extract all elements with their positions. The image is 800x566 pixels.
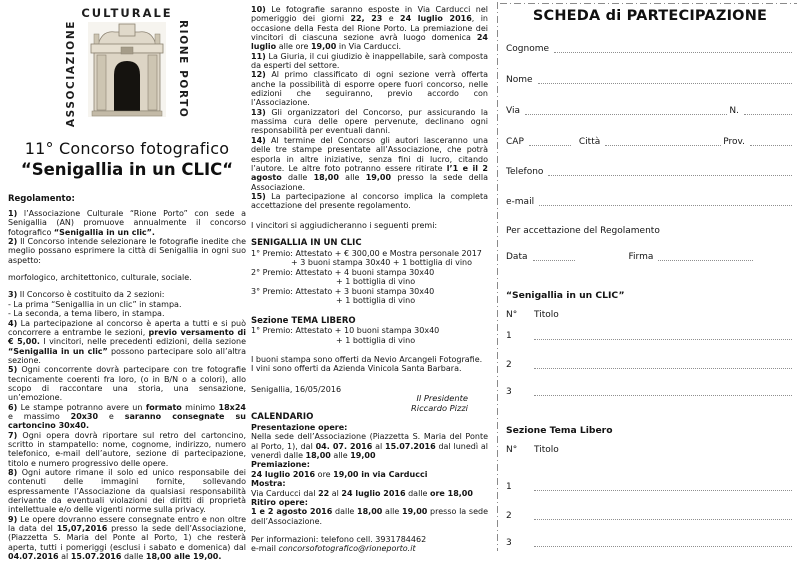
title-entry-row <box>506 482 794 493</box>
sponsor-wine: I vini sono offerti da Azienda Vinicola Santa Barbara. <box>251 364 462 374</box>
field-label-prov: Prov. <box>723 137 745 147</box>
rule-8: 8) Ogni autore rimane il solo ed unico responsabile dei contenuti delle immagini fornite, sollevando espressamente l’Associazione da qualsiasi responsabilità derivante da eventuali violazioni dei diritti di proprietà intellettuale e/o delle vigenti norme sulla privacy. <box>8 468 246 515</box>
titles-header-row <box>506 445 794 456</box>
row-number: 2 <box>506 511 512 521</box>
regolamento-heading: Regolamento: <box>8 194 75 205</box>
fill-in-line <box>750 143 792 146</box>
column-header-titolo: Titolo <box>534 310 559 320</box>
fill-in-line <box>538 81 792 84</box>
rule-14: 14) Al termine del Concorso gli autori lasceranno una delle tre stampe presentate all’Associazione, che potrà esporla in altre iniziative, senza fini di lucro, citando l’autore. Le altre foto potranno essere ritirate l’1 e il 2 agosto dalle 18,00 alle 19,00 presso la sede della Associazione. <box>251 135 489 192</box>
calendar-text-mostra: Via Carducci dal 22 al 24 luglio 2016 dalle ore 18,00 <box>251 488 473 498</box>
form-section-clic-title: “Senigallia in un CLIC” <box>506 290 625 301</box>
column-header-number: N° <box>506 445 518 455</box>
fill-in-line <box>534 393 792 396</box>
fill-in-line <box>548 173 792 176</box>
rule-3: 3) Il Concorso è costituito da 2 sezioni: <box>8 290 165 300</box>
logo-text-associazione: ASSOCIAZIONE <box>64 20 77 128</box>
calendar-text-presentazione: Nella sede dell’Associazione (Piazzetta S. Maria del Ponte al Porto, 1), dal 04. 07. 2016 al 15.07.2016 dal lunedì al venerdì dalle 18,00 alle 19,00 <box>251 432 488 460</box>
calendar-label-mostra: Mostra: <box>251 479 286 489</box>
form-field-nome <box>506 75 794 86</box>
field-label-cognome: Cognome <box>506 44 550 54</box>
info-email-line: e-mail concorsofotografico@rioneporto.it <box>251 544 416 554</box>
signature-role: Il Presidente <box>416 393 468 404</box>
logo-center <box>81 6 172 127</box>
rule-3b: - La seconda, a tema libero, in stampa. <box>8 309 165 319</box>
prize-line: 1° Premio: Attestato + 10 buoni stampa 30x40 <box>251 326 440 336</box>
rule-1: 1) l’Associazione Culturale “Rione Porto” con sede a Senigallia (AN) promuove annualmente il concorso fotografico “Senigallia in un clic”. <box>8 209 246 237</box>
prize-line: + 3 buoni stampa 30x40 + 1 bottiglia di vino <box>291 258 472 267</box>
rule-4: 4) La partecipazione al concorso è aperta a tutti e si può concorrere a entrambe le sezioni, previo versamento di € 5,00. I vincitori, nelle precedenti edizioni, della sezione “Senigallia in un clic” possono partecipare solo all’altra sezione. <box>8 318 246 365</box>
title-entry-row <box>506 360 794 371</box>
title-entry-row <box>506 387 794 398</box>
rule-2: 2) Il Concorso intende selezionare le fotografie inedite che meglio possano esprimere la città di Senigallia in ogni suo aspetto: <box>8 237 246 265</box>
logo-arch-image <box>88 22 166 117</box>
fill-in-line <box>744 112 792 115</box>
fill-in-line <box>554 50 792 53</box>
form-field-email <box>506 197 794 208</box>
logo-text-rione-porto: RIONE PORTO <box>177 20 190 119</box>
fill-in-line <box>534 366 792 369</box>
title-entry-row <box>506 538 794 549</box>
fill-in-line <box>605 143 721 146</box>
fill-in-line <box>658 258 753 261</box>
form-field-telefono <box>506 167 794 178</box>
field-label-nome: Nome <box>506 75 533 85</box>
rule-12: 12) Al primo classificato di ogni sezione verrà offerta anche la possibilità di esporre opere fuori concorso, nelle edizioni che seguiranno, previo accordo con l’Associazione. <box>251 70 488 108</box>
row-number: 1 <box>506 331 512 341</box>
contest-title: 11° Concorso fotografico <box>24 139 230 159</box>
fill-in-line <box>529 143 571 146</box>
field-label-firma: Firma <box>628 252 654 262</box>
row-number: 1 <box>506 482 512 492</box>
column-header-titolo: Titolo <box>534 445 559 455</box>
cut-line-vertical <box>497 2 498 551</box>
participation-form <box>506 8 794 549</box>
regulations-column <box>8 4 246 561</box>
form-section-tema-title: Sezione Tema Libero <box>506 425 613 436</box>
rule-9: 9) Le opere dovranno essere consegnate entro e non oltre la data del 15,07,2016 presso la sede dell’Associazione, (Piazzetta S. Maria del Ponte al Porto, 1) che resterà aperta, tutti i pomeriggi (esclusi i sabato e domenica) dal 04.07.2016 al 15.07.2016 dalle 18,00 alle 19,00. <box>8 514 247 562</box>
form-field-via <box>506 106 794 117</box>
calendar-text-ritiro: 1 e 2 agosto 2016 dalle 18,00 alle 19,00 presso la sede dell’Associazione. <box>251 507 488 526</box>
fill-in-line <box>534 544 792 547</box>
field-label-data: Data <box>506 252 528 262</box>
titles-header-row <box>506 310 794 321</box>
rule-5: 5) Ogni concorrente dovrà partecipare con tre fotografie tecnicamente coerenti fra loro, (o in B/N o a colori), allo scopo di raccontare una storia, una sensazione, un’emozione. <box>8 365 246 403</box>
prizes-section-tema-header: Sezione TEMA LIBERO <box>251 315 356 326</box>
fill-in-line <box>525 112 727 115</box>
row-number: 3 <box>506 538 512 548</box>
prize-line: 3° Premio: Attestato + 3 buoni stampa 30x40 <box>251 286 435 296</box>
acceptance-statement: Per accettazione del Regolamento <box>506 226 660 236</box>
rule-3a: - La prima “Senigallia in un clic” in stampa. <box>8 299 182 309</box>
info-phone-line: Per informazioni: telefono cell. 3931784462 <box>251 534 427 544</box>
row-number: 3 <box>506 387 512 397</box>
fill-in-line <box>534 488 792 491</box>
fill-in-line <box>539 203 792 206</box>
field-label-via: Via <box>506 106 520 116</box>
date-place-line: Senigallia, 16/05/2016 <box>251 384 342 394</box>
row-number: 2 <box>506 360 512 370</box>
prize-line: + 1 bottiglia di vino <box>336 277 416 286</box>
field-label-telefono: Telefono <box>506 167 544 177</box>
rule-6: 6) Le stampe potranno avere un formato minimo 18x24 e massimo 20x30 e saranno consegnate su cartoncino 30x40. <box>8 402 247 431</box>
sponsor-prints: I buoni stampa sono offerti da Nevio Arcangeli Fotografie. <box>251 355 483 365</box>
fill-in-line <box>533 258 575 261</box>
cut-line-horizontal <box>500 3 797 4</box>
prize-line: + 1 bottiglia di vino <box>336 335 416 345</box>
field-label-citta: Città <box>578 137 601 147</box>
rule-13: 13) Gli organizzatori del Concorso, pur assicurando la massima cura delle opere pervenute, declinano ogni responsabilità per eventuali danni. <box>251 107 488 136</box>
prize-line: 2° Premio: Attestato + 4 buoni stampa 30x40 <box>251 267 435 277</box>
prizes-intro: I vincitori si aggiudicheranno i seguenti premi: <box>251 220 438 230</box>
rule-10: 10) Le fotografie saranno esposte in Via Carducci nel pomeriggio dei giorni 22, 23 e 24 luglio 2016, in occasione della Festa del Rione Porto. La premiazione dei vincitori di ciascuna sezione avrà luogo domenica 24 luglio alle ore 19,00 in Via Carducci. <box>251 5 488 52</box>
prize-line: 1° Premio: Attestato + € 300,00 e Mostra personale 2017 <box>251 248 482 258</box>
calendar-heading: CALENDARIO <box>251 412 314 423</box>
calendar-label-presentazione: Presentazione opere: <box>251 422 348 432</box>
prize-line: + 1 bottiglia di vino <box>336 296 416 305</box>
rule-15: 15) La partecipazione al concorso implica la completa accettazione del presente regolamento. <box>251 191 488 211</box>
form-title: SCHEDA di PARTECIPAZIONE <box>532 8 768 24</box>
logo-text-culturale: CULTURALE <box>81 6 173 20</box>
signature-name: Riccardo Pizzi <box>411 402 468 413</box>
fill-in-line <box>534 517 792 520</box>
prizes-section-clic-header: SENIGALLIA IN UN CLIC <box>251 237 362 248</box>
rule-7: 7) Ogni opera dovrà riportare sul retro del cartoncino, scritto in stampatello: nome, cognome, indirizzo, numero telefonico, e-mail dell’autore, sezione di partecipazione, titolo e numero progressivo delle opere. <box>8 430 246 468</box>
field-label-cap: CAP <box>506 137 524 147</box>
field-label-email: e-mail <box>506 197 535 207</box>
title-entry-row <box>506 331 794 342</box>
title-entry-row <box>506 511 794 522</box>
form-field-data-firma <box>506 252 794 263</box>
calendar-label-premiazione: Premiazione: <box>251 460 310 470</box>
rule-11: 11) La Giuria, il cui giudizio è inappellabile, sarà composta da esperti del settore. <box>251 51 488 71</box>
form-field-cognome <box>506 44 794 55</box>
calendar-text-premiazione: 24 luglio 2016 ore 19,00 in via Carducci <box>251 469 428 479</box>
contest-subtitle: “Senigallia in un CLIC“ <box>20 160 234 180</box>
rules-continued-column <box>251 5 488 554</box>
fill-in-line <box>534 337 792 340</box>
field-label-numero: N. <box>729 106 739 116</box>
column-header-number: N° <box>506 310 518 320</box>
rule-2-list: morfologico, architettonico, culturale, sociale. <box>8 273 192 283</box>
form-field-cap-citta-prov <box>506 137 794 148</box>
calendar-label-ritiro: Ritiro opere: <box>251 497 308 507</box>
association-logo <box>49 6 205 127</box>
